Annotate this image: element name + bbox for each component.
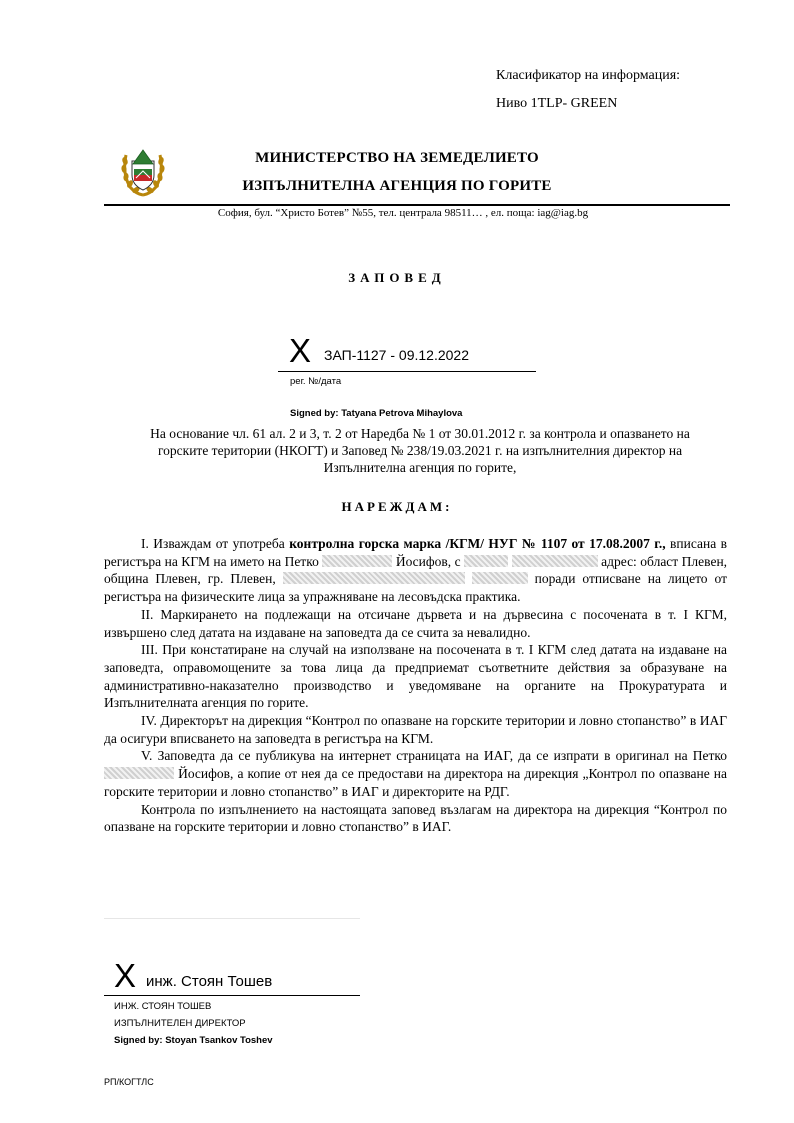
item-v-pre: Заповедта да се публикува на интернет страницата на ИАГ, да се изпрати в оригинал на Петко	[157, 748, 727, 764]
orders-heading: НАРЕЖДАМ:	[341, 499, 453, 514]
ministry-name: МИНИСТЕРСТВО НА ЗЕМЕДЕЛИЕТО	[255, 150, 539, 166]
item-ii-text: Маркирането на подлежащи на отсичане дървета и на дървесина с посочената в т. I КГМ, извършено след датата на издаване на заповедта да се счита за невалидно.	[104, 606, 727, 640]
director-signature-mark: X	[114, 957, 137, 994]
item-iii-text: При констатиране на случай на използване на посочената в т. I КГМ след датата на издаване на заповедта, оправомощените за това лица да предприемат съответните действия за образуване на административно-наказателно производство и уведомяване на органите на Прокуратурата и Изпълнителната агенция по горите.	[104, 642, 728, 711]
registration-caption: рег. №/дата	[290, 376, 342, 387]
registration-signed-by: Signed by: Tatyana Petrova Mihaylova	[290, 408, 463, 419]
item-iv-text: Директорът на дирекция “Контрол по опазване на горските територии и ловно стопанство” в ИАГ да осигури вписването на заповедта в регистъра на КГМ.	[104, 713, 728, 746]
item-i-post3: адрес: област Плевен, община Плевен, гр. Плевен,	[104, 553, 728, 587]
classification-level: Ниво 1TLP- GREEN	[496, 96, 618, 111]
item-i	[104, 535, 727, 606]
registration-signature-line	[278, 371, 536, 372]
registration-signature-mark: X	[289, 332, 312, 369]
orders-body	[104, 535, 727, 836]
director-signed-by: Signed by: Stoyan Tsankov Toshev	[114, 1035, 273, 1046]
redacted-area	[512, 555, 598, 567]
agency-address: София, бул. “Христо Ботев” №55, тел. централа 98511… , ел. поща: iag@iag.bg	[217, 207, 589, 219]
item-v-number: V.	[141, 748, 153, 764]
header-divider	[104, 204, 730, 206]
item-i-post1: вписана в регистъра на КГМ на името на Петко	[104, 536, 727, 569]
agency-name: ИЗПЪЛНИТЕЛНА АГЕНЦИЯ ПО ГОРИТЕ	[242, 178, 552, 194]
redacted-area	[464, 555, 508, 567]
registration-number: ЗАП-1127 - 09.12.2022	[324, 347, 469, 363]
redacted-area	[472, 572, 528, 584]
item-i-post2: Йосифов, с	[395, 553, 461, 569]
director-position: ИЗПЪЛНИТЕЛЕН ДИРЕКТОР	[114, 1018, 246, 1029]
item-iii-number: III.	[141, 642, 158, 658]
signature-top-line	[104, 918, 360, 919]
footer-code: РП/КОГТЛС	[104, 1077, 154, 1087]
item-i-post4: поради отписване на лицето от регистъра на физическите лица за упражняване на лесовъдска практика.	[104, 571, 727, 605]
director-signature-text: инж. Стоян Тошев	[146, 973, 273, 990]
document-title: ЗАПОВЕД	[348, 270, 446, 285]
item-iii	[104, 641, 727, 712]
item-iv	[104, 712, 727, 747]
director-name: ИНЖ. СТОЯН ТОШЕВ	[114, 1001, 212, 1012]
item-i-pre: Изваждам от употреба	[153, 536, 285, 551]
classification-label: Класификатор на информация:	[496, 68, 681, 83]
item-ii	[104, 606, 727, 641]
director-signature-line	[104, 995, 360, 996]
redacted-area	[104, 767, 174, 779]
item-v-post: Йосифов, а копие от нея да се предостави на директора на дирекция „Контрол по опазване на горските територии и ловно стопанство” в ИАГ и директорите на РДГ.	[104, 766, 728, 799]
item-ii-number: II.	[141, 606, 154, 622]
redacted-area	[283, 572, 465, 584]
item-i-bold: контролна горска марка /КГМ/ НУГ № 1107 от 17.08.2007 г.,	[289, 536, 666, 551]
item-v	[104, 747, 727, 800]
control-clause: Контрола по изпълнението на настоящата заповед възлагам на директора на дирекция “Контрол по опазване на горските територии и ловно стопанство” в ИАГ.	[104, 801, 727, 835]
item-iv-number: IV.	[141, 713, 157, 729]
redacted-area	[322, 555, 392, 567]
item-i-number: I.	[141, 536, 149, 551]
preamble: На основание чл. 61 ал. 2 и 3, т. 2 от Наредба № 1 от 30.01.2012 г. за контрола и опазването на горските територии (НКОГТ) и Заповед № 238/19.03.2021 г. на изпълнителния директор на Изпълнителна агенция по горите,	[150, 426, 690, 475]
